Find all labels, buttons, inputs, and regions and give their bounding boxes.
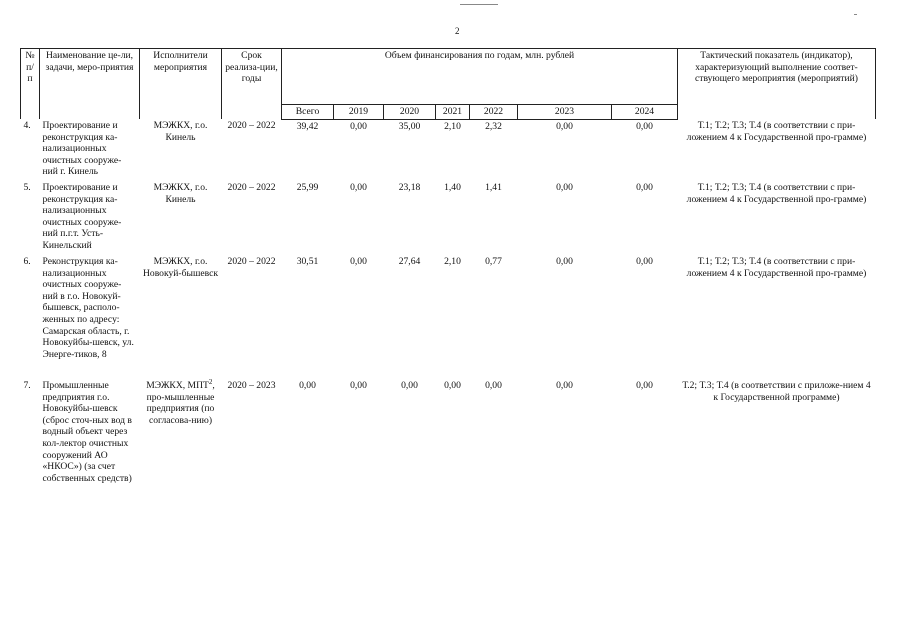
year-2023: 2023 <box>518 105 612 120</box>
row-term: 2020 – 2022 <box>227 256 276 268</box>
value-2022: 1,41 <box>485 182 502 194</box>
value-2021: 2,10 <box>444 120 461 132</box>
header-indicator: Тактический показатель (индикатор), характеризующий выполнение соответ-ствующего мероприятия (мероприятий) <box>678 49 876 120</box>
financing-table <box>20 48 876 519</box>
row-indicator: Т.1; Т.2; Т.3; Т.4 (в соответствии с при-ложением 4 к Государственной про-грамме) <box>686 256 867 279</box>
value-2019: 0,00 <box>350 256 367 268</box>
value-2020: 23,18 <box>398 182 421 194</box>
row-name: Проектирование и реконструкция ка-нализационных очистных сооруже-ний г. Кинель <box>42 120 122 178</box>
row-term: 2020 – 2023 <box>227 380 276 392</box>
value-2022: 0,77 <box>485 256 502 268</box>
row-indicator: Т.1; Т.2; Т.3; Т.4 (в соответствии с при-ложением 4 к Государственной про-грамме) <box>686 182 867 205</box>
year-2020: 2020 <box>384 105 436 120</box>
value-2019: 0,00 <box>350 120 367 132</box>
executors-text-cont: , про-мышленные предприятия (по согласова-нию) <box>146 380 215 426</box>
value-2023: 0,00 <box>556 256 573 268</box>
value-2023: 0,00 <box>556 380 573 392</box>
row-executors <box>140 379 222 519</box>
value-2024: 0,00 <box>636 256 653 268</box>
value-2024: 0,00 <box>636 380 653 392</box>
table-row <box>21 119 876 181</box>
header-term: Срок реализа-ции, годы <box>222 49 282 120</box>
row-num: 5. <box>23 182 31 194</box>
footnote-mark: 2 <box>208 377 213 386</box>
year-2021: 2021 <box>436 105 470 120</box>
value-total: 30,51 <box>296 256 319 268</box>
row-num: 7. <box>23 380 31 392</box>
row-indicator: Т.1; Т.2; Т.3; Т.4 (в соответствии с при-ложением 4 к Государственной про-грамме) <box>686 120 867 143</box>
year-2019: 2019 <box>334 105 384 120</box>
row-num: 4. <box>23 120 31 132</box>
executors-text: МЭЖКХ, МПТ <box>146 380 209 392</box>
value-total: 0,00 <box>299 380 316 392</box>
page-number: 2 <box>455 26 460 36</box>
row-name: Реконструкция ка-нализационных очистных сооруже-ний в г.о. Новокуй-бышевск, располо-женных по адресу: Самарская область, г. Новокуйбы-шевск, ул. Энерге-тиков, 8 <box>42 256 134 360</box>
scan-dot <box>854 14 857 15</box>
row-num: 6. <box>23 256 31 268</box>
row-term: 2020 – 2022 <box>227 182 276 194</box>
table-row <box>21 181 876 255</box>
header-executors: Исполнители мероприятия <box>140 49 222 120</box>
value-total: 39,42 <box>296 120 319 132</box>
table-row <box>21 255 876 379</box>
value-2019: 0,00 <box>350 380 367 392</box>
value-2020: 35,00 <box>398 120 421 132</box>
value-2024: 0,00 <box>636 120 653 132</box>
value-2023: 0,00 <box>556 120 573 132</box>
header-num: № п/п <box>21 49 40 120</box>
header-financing: Объем финансирования по годам, млн. рублей <box>282 49 678 105</box>
top-mark <box>460 4 498 5</box>
value-2019: 0,00 <box>350 182 367 194</box>
value-2021: 1,40 <box>444 182 461 194</box>
value-total: 25,99 <box>296 182 319 194</box>
year-total: Всего <box>282 105 334 120</box>
header-name: Наименование це-ли, задачи, меро-приятия <box>40 49 140 120</box>
value-2020: 0,00 <box>401 380 418 392</box>
value-2024: 0,00 <box>636 182 653 194</box>
row-name: Проектирование и реконструкция ка-нализационных очистных сооруже-ний п.г.т. Усть-Кинельский <box>42 182 122 252</box>
row-executors: МЭЖКХ, г.о. Новокуй-бышевск <box>142 256 218 279</box>
value-2021: 2,10 <box>444 256 461 268</box>
row-term: 2020 – 2022 <box>227 120 276 132</box>
year-2022: 2022 <box>470 105 518 120</box>
value-2021: 0,00 <box>444 380 461 392</box>
row-executors: МЭЖКХ, г.о. Кинель <box>153 182 208 205</box>
row-indicator: Т.2; Т.3; Т.4 (в соответствии с приложе-нием 4 к Государственной программе) <box>682 380 871 403</box>
value-2023: 0,00 <box>556 182 573 194</box>
value-2022: 2,32 <box>485 120 502 132</box>
row-name: Промышленные предприятия г.о. Новокуйбы-шевск (сброс сточ-ных вод в водный объект через кол-лектор очистных сооружений АО «НКОС») (за счет собственных средств) <box>42 380 132 484</box>
value-2020: 27,64 <box>398 256 421 268</box>
table-row <box>21 379 876 519</box>
year-2024: 2024 <box>612 105 678 120</box>
value-2022: 0,00 <box>485 380 502 392</box>
row-executors: МЭЖКХ, г.о. Кинель <box>153 120 208 143</box>
